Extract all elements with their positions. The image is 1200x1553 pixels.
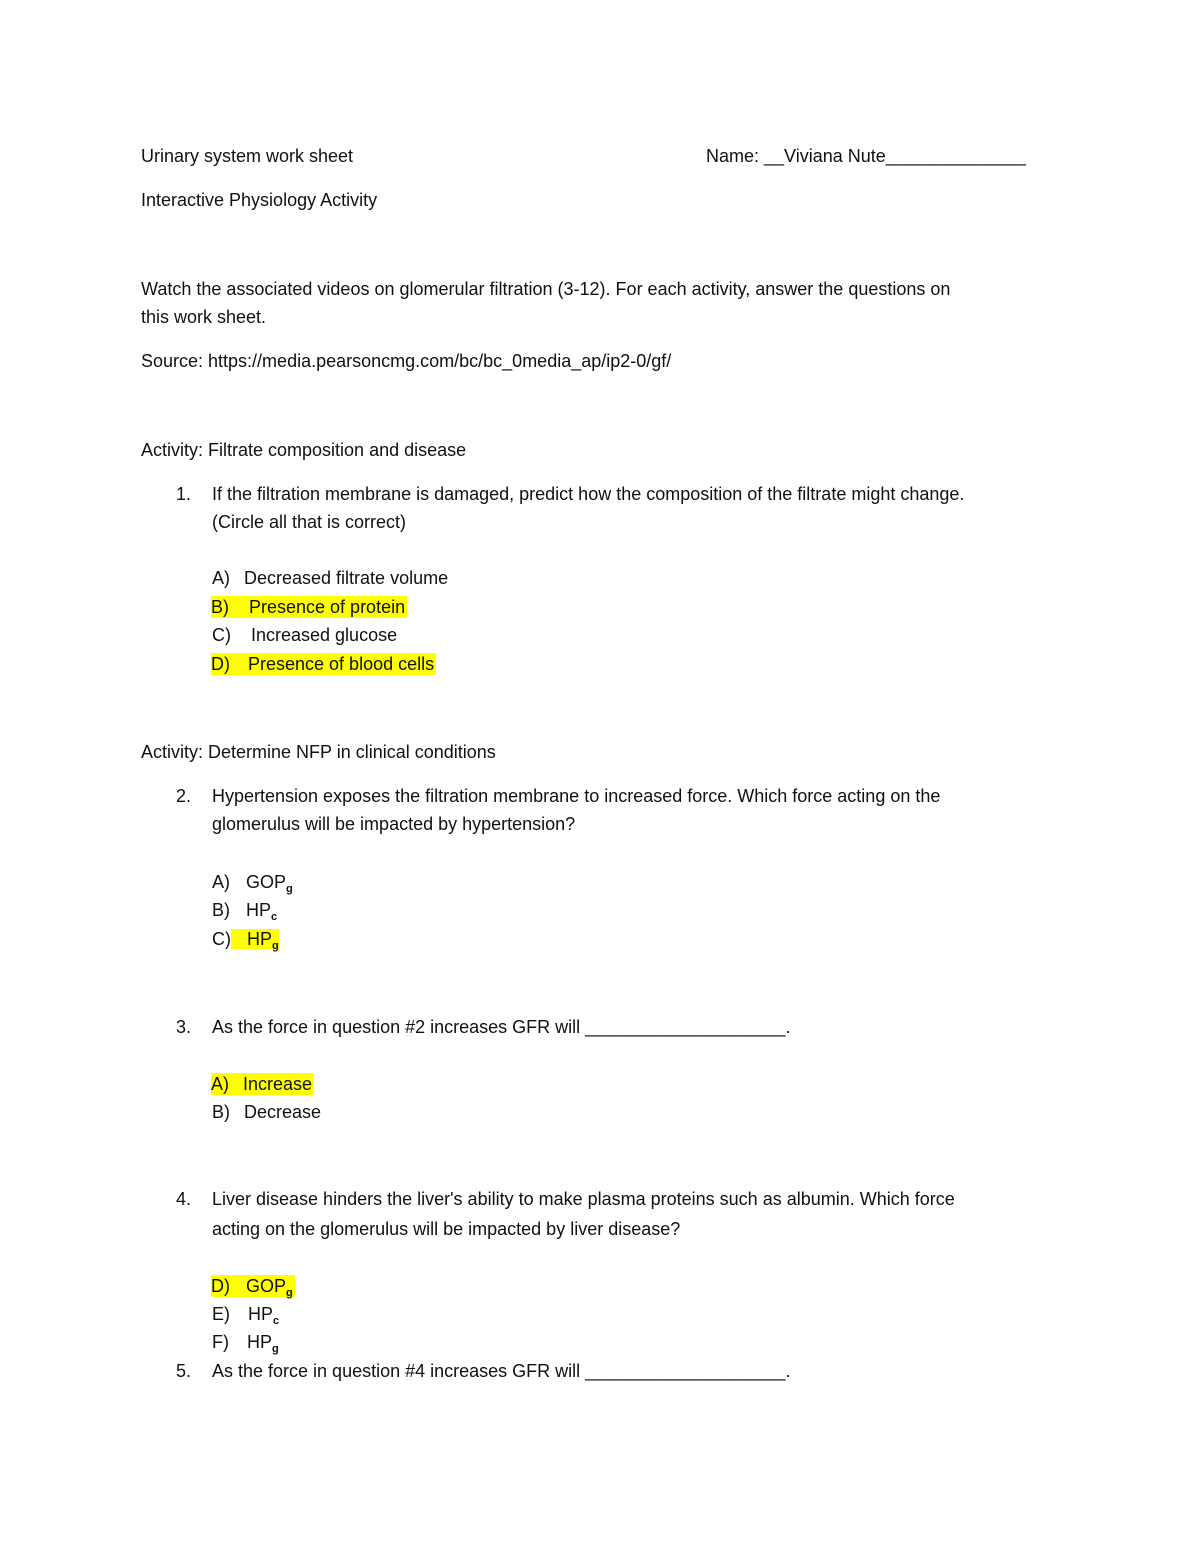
question-number: 1. (176, 484, 192, 504)
question-4-text-line2: acting on the glomerulus will be impacted by liver disease? (212, 1219, 681, 1239)
answer-option (212, 928, 279, 950)
activity-heading: Activity: Filtrate composition and disease (141, 440, 467, 460)
option-text: Presence of protein (249, 597, 406, 617)
activity-heading: Activity: Determine NFP in clinical conditions (141, 742, 496, 762)
option-letter: D) (211, 1276, 230, 1296)
answer-option (212, 624, 397, 646)
answer-option (212, 1303, 279, 1325)
option-letter: A) (212, 872, 230, 892)
option-letter: B) (212, 1102, 230, 1122)
question-2-text-line1: Hypertension exposes the filtration membrane to increased force. Which force acting on the (212, 786, 941, 806)
question-1-text-line2: (Circle all that is correct) (212, 512, 407, 532)
question-1-text-line1: If the filtration membrane is damaged, predict how the composition of the filtrate might change. (212, 484, 965, 504)
option-subscript: g (286, 1287, 293, 1299)
question-5-text: As the force in question #4 increases GFR will ____________________. (212, 1361, 791, 1381)
option-text: GOP (246, 1276, 287, 1296)
answer-option-highlighted (211, 1073, 314, 1095)
option-subscript: g (272, 1343, 279, 1355)
question-number: 4. (176, 1189, 192, 1209)
answer-option-highlighted (211, 653, 436, 675)
answer-option (212, 899, 277, 921)
question-number: 5. (176, 1361, 192, 1381)
question-3-text: As the force in question #2 increases GFR will ____________________. (212, 1017, 791, 1037)
option-text: Increase (243, 1074, 313, 1094)
option-letter: B) (212, 900, 230, 920)
answer-option (212, 871, 293, 893)
worksheet-subtitle: Interactive Physiology Activity (141, 190, 378, 210)
option-letter: F) (212, 1332, 229, 1352)
worksheet-title: Urinary system work sheet (141, 146, 354, 166)
answer-option-highlighted (211, 1275, 295, 1297)
option-letter: C) (212, 625, 231, 645)
option-text: Presence of blood cells (248, 654, 435, 674)
option-text: Increased glucose (251, 625, 398, 645)
intro-text-line2: this work sheet. (141, 307, 267, 327)
option-subscript: c (273, 1315, 280, 1327)
option-text: HP (248, 1304, 274, 1324)
option-letter: B) (211, 597, 229, 617)
question-2-text-line2: glomerulus will be impacted by hypertension? (212, 814, 576, 834)
answer-option (212, 1101, 321, 1123)
answer-option-highlighted (211, 596, 407, 618)
option-text: HP (247, 929, 273, 949)
question-4-text-line1: Liver disease hinders the liver's ability to make plasma proteins such as albumin. Which force (212, 1189, 955, 1209)
intro-text-line1: Watch the associated videos on glomerular filtration (3-12). For each activity, answer the questions on (141, 279, 951, 299)
option-text: GOP (246, 872, 287, 892)
question-number: 2. (176, 786, 192, 806)
highlighted-answer (231, 929, 279, 952)
option-text: Decrease (244, 1102, 322, 1122)
option-subscript: g (272, 940, 279, 952)
option-letter: A) (211, 1074, 229, 1094)
option-letter: C) (212, 929, 231, 949)
option-text: Decreased filtrate volume (244, 568, 449, 588)
answer-option (212, 567, 448, 589)
option-text: HP (247, 1332, 273, 1352)
option-subscript: c (271, 911, 278, 923)
option-letter: D) (211, 654, 230, 674)
option-subscript: g (286, 883, 293, 895)
student-name-field: Name: __Viviana Nute______________ (706, 146, 1026, 166)
source-line: Source: https://media.pearsoncmg.com/bc/bc_0media_ap/ip2-0/gf/ (141, 351, 672, 371)
answer-option (212, 1331, 279, 1353)
question-number: 3. (176, 1017, 192, 1037)
option-text: HP (246, 900, 272, 920)
option-letter: E) (212, 1304, 230, 1324)
option-letter: A) (212, 568, 230, 588)
